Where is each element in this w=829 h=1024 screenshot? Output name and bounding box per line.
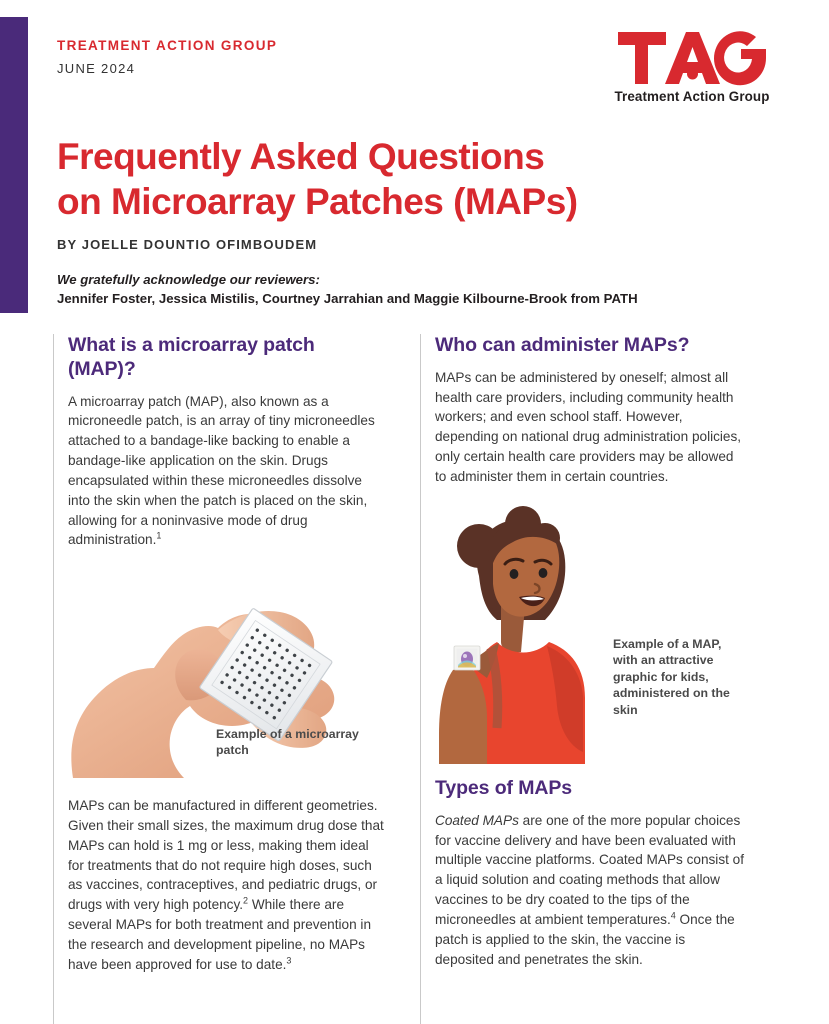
left-column-lower-text bbox=[68, 796, 386, 975]
purple-accent-bar bbox=[0, 17, 28, 313]
organization-name: TREATMENT ACTION GROUP bbox=[57, 38, 278, 53]
section-heading-what-is-a-map: What is a microarray patch (MAP)? bbox=[68, 334, 315, 380]
what-is-a-map-text: A microarray patch (MAP), also known as a microneedle patch, is an array of tiny microneedles attached to a bandage-like backing to enable a bandage-like application on the skin. Drugs encapsulated within these microneedles dissolve into the skin when the patch is placed on the skin, allowing for a noninvasive mode of drug administration. bbox=[68, 393, 375, 548]
acknowledgement-lead: We gratefully acknowledge our reviewers: bbox=[57, 272, 320, 288]
acknowledgement-names: Jennifer Foster, Jessica Mistilis, Courtney Jarrahian and Maggie Kilbourne-Brook from PATH bbox=[57, 291, 638, 307]
column-divider-rule bbox=[420, 334, 421, 1024]
geometries-text-part-1: MAPs can be manufactured in different geometries. Given their small sizes, the maximum drug dose that MAPs can hold is 1 mg or less, making them ideal for treatments that do not require high doses, such as vaccines, contraceptives, and pediatric drugs, or drugs with very high potency. bbox=[68, 798, 384, 913]
types-of-maps-part-1: are one of the more popular choices for vaccine delivery and have been evaluated with multiple vaccine platforms. Coated MAPs consist of a liquid solution and coating methods that allow vaccines to be dry coated to the tips of the microneedles at ambient temperatures. bbox=[435, 812, 745, 927]
term-coated-maps: Coated MAPs bbox=[435, 812, 519, 828]
types-of-maps-part-2: Once the patch is applied to the skin, the vaccine is deposited and penetrates the skin. bbox=[435, 912, 735, 967]
caption-hand-patch: Example of a microarray patch bbox=[216, 727, 359, 758]
eye-right bbox=[539, 568, 548, 578]
person-with-map-on-arm-illustration bbox=[435, 502, 610, 764]
title-block bbox=[57, 134, 757, 309]
section-body-geometries bbox=[68, 796, 386, 975]
left-column-rule bbox=[53, 334, 54, 1024]
geometries-text-part-2: While there are several MAPs for both treatment and prevention in the research and development pipeline, no MAPs have been approved for use to date. bbox=[68, 897, 371, 972]
section-heading-types-of-maps: Types of MAPs bbox=[435, 777, 573, 799]
body-columns bbox=[0, 334, 829, 1024]
caption-person-patch: Example of a MAP, with an attractive graphic for kids, administered on the skin bbox=[613, 637, 730, 717]
tag-logomark-icon bbox=[616, 30, 768, 86]
masthead bbox=[57, 38, 277, 76]
section-body-types-of-maps bbox=[435, 811, 747, 970]
tag-logo bbox=[597, 30, 787, 104]
tag-wordmark: Treatment Action Group bbox=[614, 89, 770, 104]
issue-date: JUNE 2024 bbox=[57, 60, 136, 76]
right-column bbox=[435, 334, 747, 487]
footnote-ref-3: 3 bbox=[286, 955, 292, 966]
left-column bbox=[68, 334, 380, 550]
page-title-line-2: on Microarray Patches (MAPs) bbox=[57, 181, 578, 223]
section-heading-who-can-administer: Who can administer MAPs? bbox=[435, 334, 690, 356]
footnote-ref-4: 4 bbox=[670, 910, 676, 921]
section-body-who-can-administer: MAPs can be administered by oneself; almost all health care providers, including community health workers; and even school staff. However, depending on national drug administration policies, only certain health care providers may be allowed to administer them in certain countries. bbox=[435, 369, 742, 484]
eye-left bbox=[510, 569, 519, 579]
footnote-ref-1: 1 bbox=[156, 530, 162, 541]
section-body-what-is-a-map bbox=[68, 392, 380, 551]
map-patch-on-arm bbox=[454, 646, 480, 670]
byline: BY JOELLE DOUNTIO OFIMBOUDEM bbox=[57, 237, 318, 253]
person-svg bbox=[435, 502, 610, 764]
right-column-lower-text bbox=[435, 777, 747, 970]
page-title bbox=[57, 134, 757, 224]
footnote-ref-2: 2 bbox=[243, 895, 249, 906]
page-title-line-1: Frequently Asked Questions bbox=[57, 136, 545, 177]
